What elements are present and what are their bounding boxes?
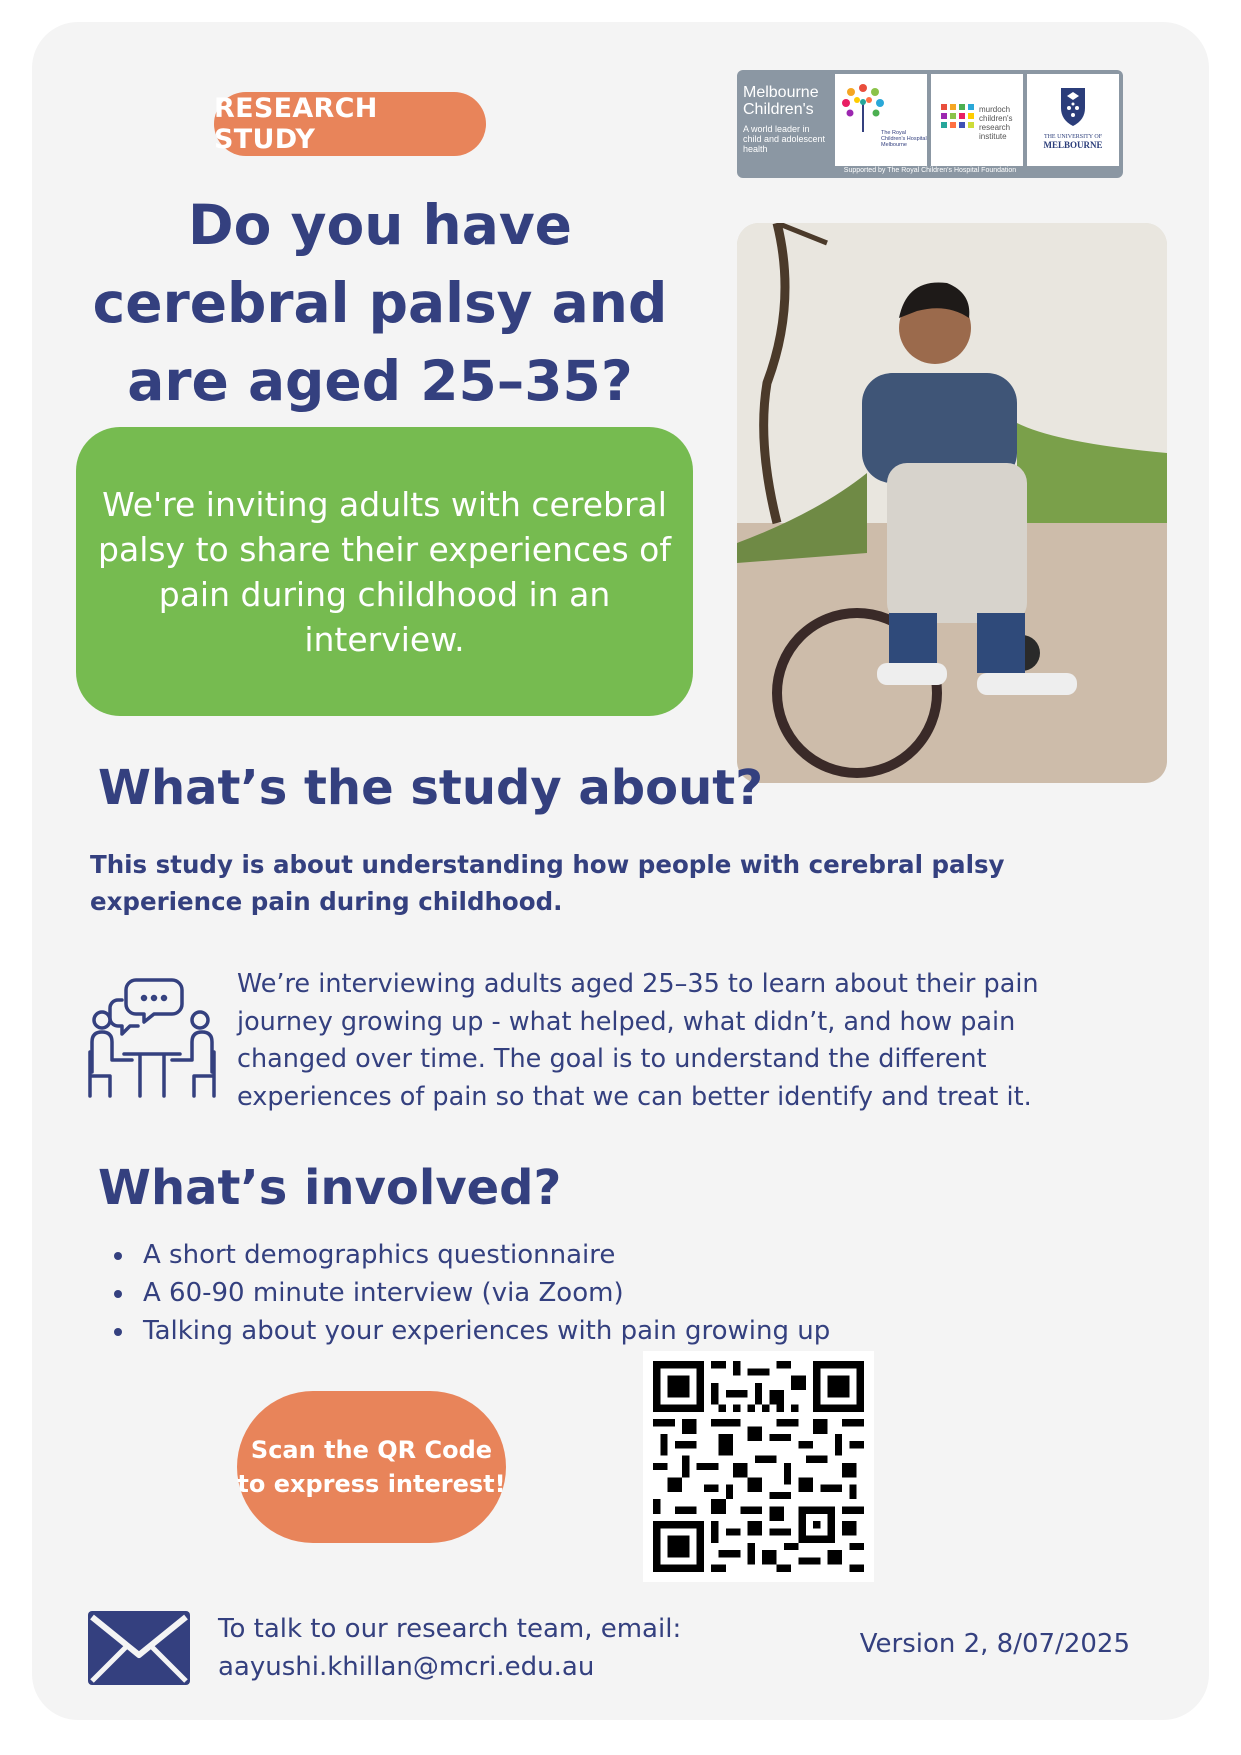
melbourne-childrens-logo: Melbourne Children's A world leader in child and adolescent health [743,84,826,154]
list-item: Talking about your experiences with pain growing up [112,1312,1012,1350]
involved-heading: What’s involved? [98,1160,562,1216]
rch-logo: The Royal Children's Hospital Melbourne [835,74,927,166]
about-lead-text: This study is about understanding how people with cerebral palsy experience pain during childhood. [90,850,1005,916]
about-body-text: We’re interviewing adults aged 25–35 to learn about their pain journey growing up - what helped, what didn’t, and how pain changed over time. The goal is to understand the different experiences of pain so that we can better identify and treat it. [237,969,1039,1112]
rch-tree-icon [835,74,927,166]
qr-code[interactable] [643,1351,874,1582]
scan-qr-line2: to express interest! [237,1470,506,1498]
research-study-badge: RESEARCH STUDY [214,92,486,156]
mcri-logo: murdoch children's research institute [931,74,1023,166]
involved-list [112,1236,1012,1350]
envelope-icon [88,1611,190,1685]
contact-info [218,1610,681,1686]
headline: Do you have cerebral palsy and are aged 25–35? [92,193,668,413]
invitation-box [76,427,693,716]
wheelchair-user-photo [737,223,1167,783]
photo-illustration [737,223,1167,783]
invitation-text: We're inviting adults with cerebral palsy to share their experiences of pain during childhood in an interview. [98,484,671,659]
qr-code-image[interactable] [653,1361,864,1572]
list-item: A 60-90 minute interview (via Zoom) [112,1274,1012,1312]
logos-footer-text: Supported by The Royal Children's Hospital Foundation [843,167,1017,174]
version-text: Version 2, 8/07/2025 [859,1629,1130,1659]
list-item: A short demographics questionnaire [112,1236,1012,1274]
contact-email-link[interactable]: aayushi.khillan@mcri.edu.au [218,1652,595,1682]
scan-qr-line1: Scan the QR Code [250,1436,493,1464]
mcri-grid-icon [937,74,981,166]
contact-prompt: To talk to our research team, email: [218,1614,682,1644]
interview-people-icon [88,972,216,1102]
university-of-melbourne-logo: THE UNIVERSITY OF MELBOURNE [1027,74,1119,166]
about-heading: What’s the study about? [98,760,764,816]
uom-crest-icon [1027,74,1119,134]
scan-qr-callout [237,1391,506,1543]
partner-logos-banner [737,70,1123,178]
